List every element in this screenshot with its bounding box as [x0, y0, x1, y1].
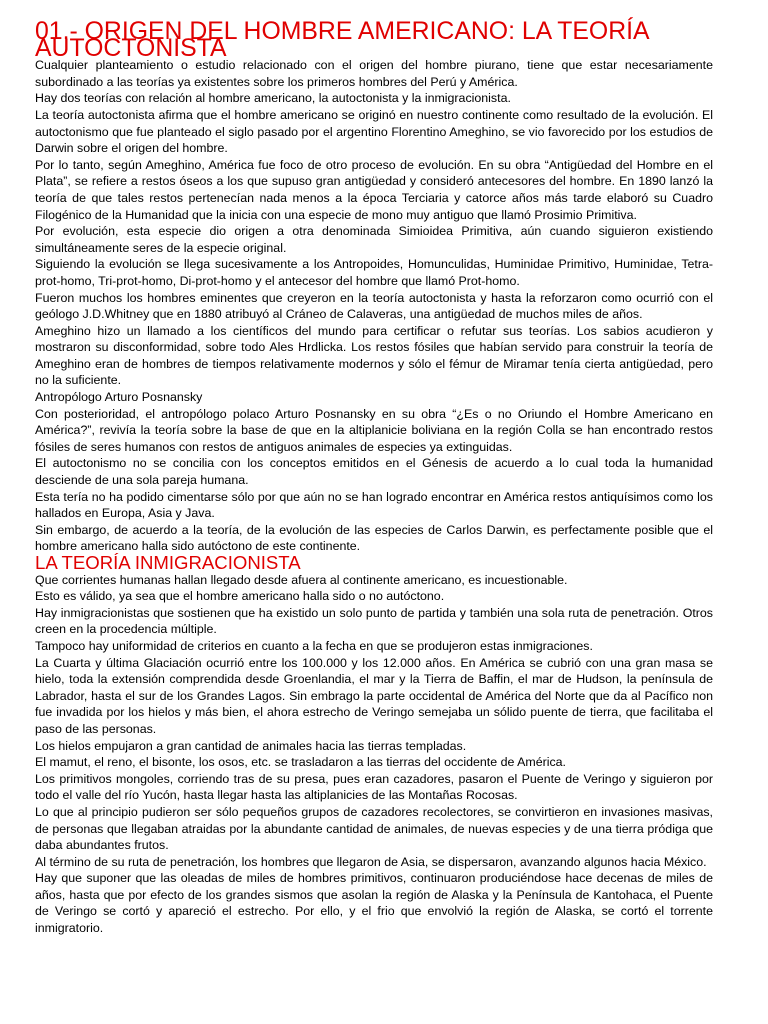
- paragraph: Esta tería no ha podido cimentarse sólo por que aún no se han logrado encontrar en América restos antiquísimos como los hallados en Europa, Asia y Java.: [35, 489, 713, 521]
- paragraph: Fueron muchos los hombres eminentes que creyeron en la teoría autoctonista y hasta la reforzaron como ocurrió con el geólogo J.D.Whitney que en 1880 atribuyó al Cráneo de Calaveras, una antigüedad de muchos miles de años.: [35, 290, 713, 322]
- document-page: [35, 18, 713, 937]
- paragraph: Lo que al principio pudieron ser sólo pequeños grupos de cazadores recolectores, se convirtieron en invasiones masivas, de personas que llegaban atraidas por la abundante cantidad de animales, de nuevas especies y de una tierra pródiga que daba abundantes frutos.: [35, 804, 713, 853]
- paragraph: Tampoco hay uniformidad de criterios en cuanto a la fecha en que se produjeron estas inmigraciones.: [35, 638, 593, 653]
- paragraph: Ameghino hizo un llamado a los científicos del mundo para certificar o refutar sus teorías. Los sabios acudieron y mostraron su disconformidad, sobre todo Ales Hrdlicka. Los restos fósiles que habían servido para construir la teoría de Ameghino eran de hombres de tiempos relativamente modernos y sólo el fémur de Miramar tenía cierta antigüedad, pero no la suficiente.: [35, 323, 713, 388]
- section-heading-inmigracionista: LA TEORÍA INMIGRACIONISTA: [35, 552, 301, 573]
- paragraph: Al término de su ruta de penetración, los hombres que llegaron de Asia, se dispersaron, avanzando algunos hacia México.: [35, 854, 707, 869]
- paragraph: Cualquier planteamiento o estudio relacionado con el origen del hombre piurano, tiene que estar necesariamente subordinado a las teorías ya existentes sobre los primeros hombres del Perú y América.: [35, 58, 713, 89]
- paragraph: Por lo tanto, según Ameghino, América fue foco de otro proceso de evolución. En su obra “Antigüedad del Hombre en el Plata”, se refiere a restos óseos a los que supuso gran antigüedad y consideró antecesores del hombre. En 1890 lanzó la teoría de que tales restos pertenecían nada menos a la época Terciaria y catorce años más tarde elaboró su Cuadro Filogénico de la Humanidad que la inicia con una especie de mono muy antiguo que llamó Prosimio Primitiva.: [35, 157, 713, 222]
- paragraph: Sin embargo, de acuerdo a la teoría, de la evolución de las especies de Carlos Darwin, es perfectamente posible que el hombre americano halla sido autóctono de este continente.: [35, 522, 713, 554]
- section-heading-autoctonista: 01.- ORIGEN DEL HOMBRE AMERICANO: LA TEORÍA AUTOCTONISTA: [35, 18, 649, 62]
- paragraph: La Cuarta y última Glaciación ocurrió entre los 100.000 y los 12.000 años. En América se cubrió con una gran masa se hielo, toda la extensión comprendida desde Groenlandia, el mar y la Tierra de Baffin, el mar de Hudson, la península de Labrador, hasta el sur de los Grandes Lagos. Sin embrago la parte occidental de América del Norte que da al Pacífico non fue invadida por los hielos y más bien, el ahora estrecho de Veringo semejaba un sólido puente de tierra, que facilitaba el paso de las personas.: [35, 655, 713, 736]
- paragraph: Con posterioridad, el antropólogo polaco Arturo Posnansky en su obra “¿Es o no Oriundo el Hombre Americano en América?”, revivía la teoría sobre la base de que en la altiplanicie boliviana en la región Colla se han encontrado restos fósiles de seres humanos con restos de antiguos animales de especies ya extinguidas.: [35, 406, 713, 454]
- paragraph: Hay inmigracionistas que sostienen que ha existido un solo punto de partida y también una sola ruta de penetración. Otros creen en la procedencia múltiple.: [35, 605, 713, 637]
- paragraph: Por evolución, esta especie dio origen a otra denominada Simioidea Primitiva, aún cuando siguieron existiendo simultáneamente seres de la especie original.: [35, 224, 713, 255]
- paragraph: Siguiendo la evolución se llega sucesivamente a los Antropoides, Homunculidas, Huminidae Primitivo, Huminidae, Tetra-prot-homo, Tri-prot-homo, Di-prot-homo y el antecesor del hombre que llamó Prot-homo.: [35, 257, 713, 288]
- paragraph: La teoría autoctonista afirma que el hombre americano se originó en nuestro continente como resultado de la evolución. El autoctonismo que fue planteado el siglo pasado por el argentino Florentino Ameghino, se vio favorecido por los estudios de Darwin sobre el origen del hombre.: [35, 107, 713, 156]
- paragraph: Hay que suponer que las oleadas de miles de hombres primitivos, continuaron produciéndose hace decenas de miles de años, hasta que por efecto de los grandes sismos que asolan la región de Alaska y la Península de Kantohaca, el Puente de Veringo se cortó y apareció el estrecho. Por ello, y el frio que envolvió la región de Alaska, se cortó el torrente inmigratorio.: [35, 871, 713, 936]
- paragraph: El mamut, el reno, el bisonte, los osos, etc. se trasladaron a las tierras del occidente de América.: [35, 755, 566, 770]
- paragraph: El autoctonismo no se concilia con los conceptos emitidos en el Génesis de acuerdo a lo cual toda la humanidad desciende de una sola pareja humana.: [35, 456, 713, 488]
- paragraph: Los primitivos mongoles, corriendo tras de su presa, pues eran cazadores, pasaron el Puente de Veringo y siguieron por todo el valle del río Yucón, hasta llegar hasta las altiplanicies de las Montañas Rocosas.: [35, 771, 713, 803]
- paragraph: Que corrientes humanas hallan llegado desde afuera al continente americano, es incuestionable.: [35, 572, 568, 587]
- paragraph: Hay dos teorías con relación al hombre americano, la autoctonista y la inmigracionista.: [35, 91, 511, 106]
- paragraph: Los hielos empujaron a gran cantidad de animales hacia las tierras templadas.: [35, 738, 467, 753]
- subheading-posnansky: Antropólogo Arturo Posnansky: [35, 390, 203, 405]
- paragraph: Esto es válido, ya sea que el hombre americano halla sido o no autóctono.: [35, 589, 445, 604]
